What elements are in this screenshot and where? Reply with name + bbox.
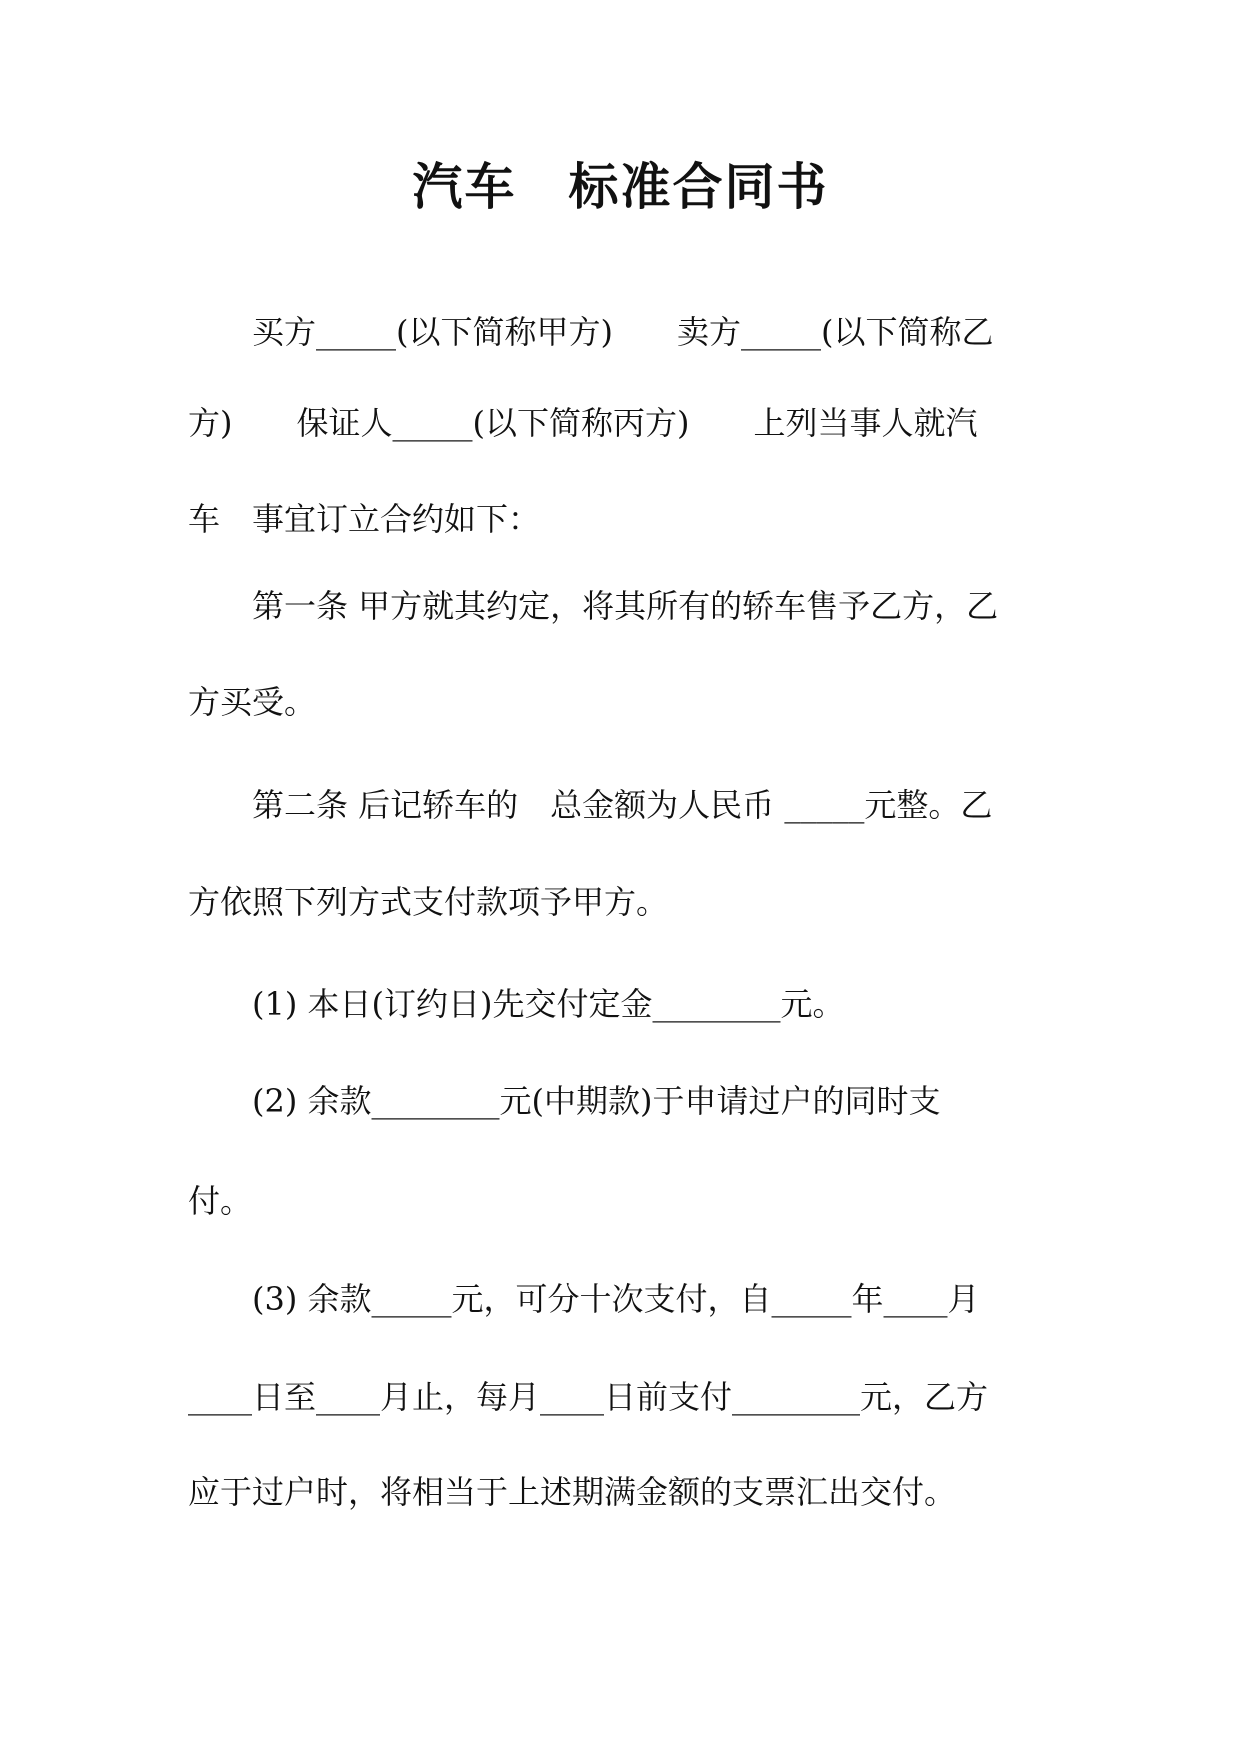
text-line-6: 第二条 后记轿车的 总金额为人民币 _____元整。乙 <box>188 786 993 824</box>
document-title: 汽车 标准合同书 <box>412 158 829 216</box>
text-line-2: 方) 保证人_____(以下简称丙方) 上列当事人就汽 <box>188 404 978 442</box>
text-line-13: 应于过户时，将相当于上述期满金额的支票汇出交付。 <box>188 1473 957 1511</box>
text-line-5: 方买受。 <box>188 683 317 721</box>
text-line-9: (2) 余款________元(中期款)于申请过户的同时支 <box>188 1082 941 1120</box>
text-line-3: 车 事宜订立合约如下： <box>188 500 541 538</box>
text-line-7: 方依照下列方式支付款项予甲方。 <box>188 883 669 921</box>
text-line-1: 买方_____(以下简称甲方) 卖方_____(以下简称乙 <box>188 313 994 351</box>
text-line-10: 付。 <box>188 1182 253 1220</box>
text-line-8: (1) 本日(订约日)先交付定金________元。 <box>188 985 845 1023</box>
text-line-12: ____日至____月止，每月____日前支付________元，乙方 <box>188 1378 989 1416</box>
text-line-11: (3) 余款_____元，可分十次支付，自_____年____月 <box>188 1280 980 1318</box>
text-line-4: 第一条 甲方就其约定，将其所有的轿车售予乙方，乙 <box>188 587 999 625</box>
